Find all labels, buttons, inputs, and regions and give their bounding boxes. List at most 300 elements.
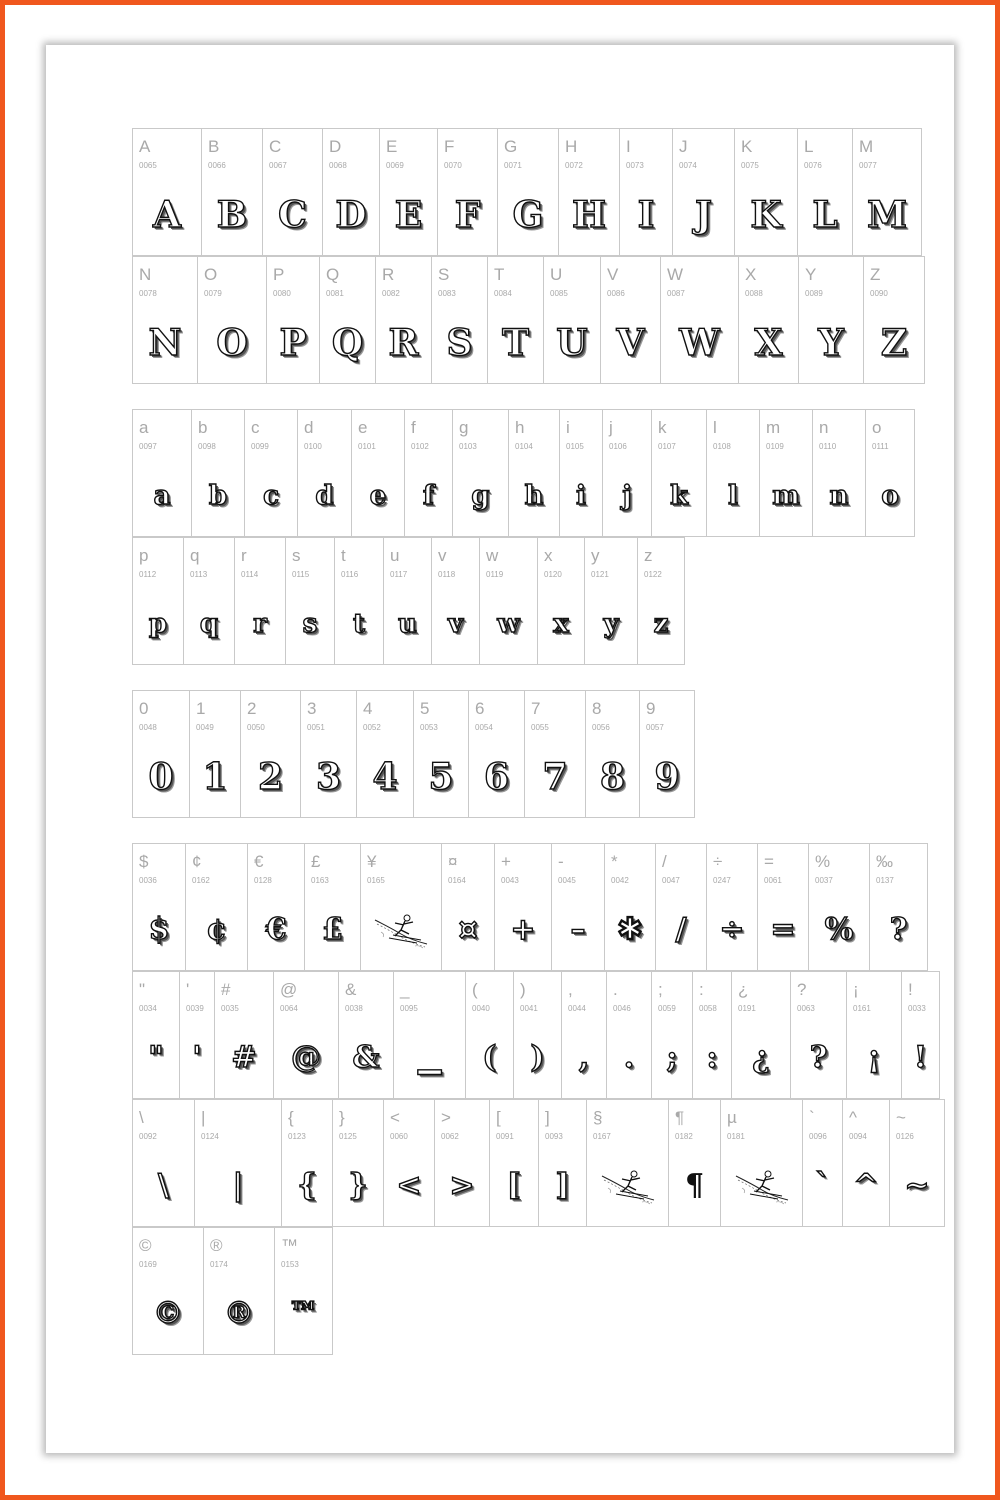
glyph-code: 0169 (139, 1260, 157, 1269)
glyph-code: 0167 (593, 1132, 611, 1141)
glyph-label: . (613, 980, 618, 999)
glyph-sample: ▁ (417, 1040, 442, 1075)
glyph-code: 0096 (809, 1132, 827, 1141)
glyph-code: 0050 (247, 723, 265, 732)
glyph-preview (133, 1288, 203, 1340)
glyph-code: 0087 (667, 289, 685, 298)
glyph-label: j (609, 418, 613, 437)
glyph-cell (808, 843, 870, 971)
glyph-label: + (501, 852, 511, 871)
glyph-label: ; (658, 980, 663, 999)
glyph-sample: d (315, 481, 334, 511)
glyph-code: 0174 (210, 1260, 228, 1269)
glyph-label: ‰ (876, 852, 893, 871)
glyph-cell (437, 128, 498, 256)
glyph-code: 0115 (292, 570, 310, 579)
glyph-preview (813, 470, 865, 522)
glyph-sample: ] (555, 1168, 570, 1203)
glyph-preview (195, 1160, 281, 1212)
glyph-label: s (292, 546, 301, 565)
glyph-preview (263, 189, 322, 241)
glyph-preview (902, 1032, 939, 1084)
glyph-code: 0109 (766, 442, 784, 451)
glyph-code: 0085 (550, 289, 568, 298)
glyph-preview (798, 189, 852, 241)
glyph-label: } (339, 1108, 345, 1127)
glyph-code: 0106 (609, 442, 627, 451)
glyph-label: q (190, 546, 200, 565)
glyph-cell (651, 971, 693, 1099)
glyph-code: 0046 (613, 1004, 631, 1013)
glyph-sample: m (772, 481, 800, 511)
glyph-code: 0037 (815, 876, 833, 885)
glyph-label: L (804, 137, 814, 156)
glyph-preview (380, 189, 437, 241)
glyph-code: 0047 (662, 876, 680, 885)
glyph-preview (190, 751, 240, 803)
glyph-sample: J (694, 194, 713, 236)
glyph-code: 0078 (139, 289, 157, 298)
glyph-sample: ~ (904, 1168, 930, 1203)
glyph-label: F (444, 137, 455, 156)
glyph-cell (604, 843, 656, 971)
glyph-label: Q (326, 265, 340, 284)
glyph-sample: & (352, 1040, 380, 1075)
glyph-preview (525, 751, 585, 803)
glyph-preview (282, 1160, 332, 1212)
glyph-cell (404, 409, 453, 537)
glyph-cell (273, 971, 339, 1099)
glyph-code: 0033 (908, 1004, 926, 1013)
glyph-cell (274, 1227, 333, 1355)
glyph-sample: ; (666, 1040, 678, 1075)
glyph-preview (652, 470, 706, 522)
glyph-code: 0081 (326, 289, 344, 298)
glyph-cell (304, 843, 361, 971)
glyph-code: 0247 (713, 876, 731, 885)
glyph-sample: 4 (372, 756, 398, 798)
glyph-sample: U (556, 322, 588, 364)
glyph-sample: " (148, 1040, 164, 1075)
symbols-row (132, 971, 939, 1099)
lowercase-row (132, 409, 914, 537)
glyph-label: 0 (139, 699, 149, 718)
glyph-cell (132, 409, 192, 537)
glyph-sample: I (637, 194, 655, 236)
glyph-cell (842, 1099, 890, 1227)
glyph-preview (870, 904, 927, 956)
glyph-code: 0117 (390, 570, 408, 579)
glyph-cell (203, 1227, 275, 1355)
glyph-label: t (341, 546, 346, 565)
glyph-code: 0108 (713, 442, 731, 451)
glyph-cell (497, 128, 559, 256)
glyph-label: U (550, 265, 563, 284)
glyph-code: 0034 (139, 1004, 157, 1013)
glyph-label: ` (809, 1108, 815, 1127)
glyph-sample: D (335, 194, 367, 236)
glyph-sample: x (553, 609, 569, 639)
glyph-preview (202, 189, 262, 241)
glyph-sample: i (576, 481, 586, 511)
glyph-cell (183, 537, 235, 665)
glyph-sample: € (265, 912, 287, 947)
glyph-label: O (204, 265, 218, 284)
glyph-sample: ¡ (867, 1040, 881, 1075)
glyph-code: 0056 (592, 723, 610, 732)
glyph-sample: @ (291, 1040, 321, 1075)
glyph-sample: c (263, 481, 279, 511)
glyph-sample: O (216, 322, 248, 364)
glyph-label: < (390, 1108, 400, 1127)
glyph-code: 0040 (472, 1004, 490, 1013)
glyph-sample: ¢ (206, 912, 227, 947)
glyph-label: f (411, 418, 416, 437)
glyph-sample: Q (331, 322, 364, 364)
glyph-label: ¤ (448, 852, 458, 871)
glyph-code: 0065 (139, 161, 157, 170)
glyph-label: 1 (196, 699, 206, 718)
glyph-preview (538, 598, 584, 650)
glyph-preview (352, 470, 404, 522)
glyph-code: 0181 (727, 1132, 745, 1141)
glyph-cell (194, 1099, 282, 1227)
glyph-label: € (254, 852, 264, 871)
glyph-cell (479, 537, 538, 665)
glyph-cell (132, 1099, 195, 1227)
glyph-label: / (662, 852, 667, 871)
glyph-label: R (382, 265, 395, 284)
glyph-sample: ) (530, 1040, 545, 1075)
glyph-cell (802, 1099, 843, 1227)
glyph-preview (843, 1160, 889, 1212)
glyph-label: 9 (646, 699, 656, 718)
glyph-cell (543, 256, 601, 384)
glyph-code: 0048 (139, 723, 157, 732)
glyph-preview (509, 470, 559, 522)
glyph-cell (734, 128, 798, 256)
glyph-label: M (859, 137, 874, 156)
glyph-sample: 7 (542, 756, 568, 798)
glyph-preview (133, 317, 197, 369)
glyph-label: N (139, 265, 152, 284)
glyph-cell (191, 409, 245, 537)
glyph-cell (360, 843, 442, 971)
glyph-cell (247, 843, 305, 971)
glyph-label: h (515, 418, 525, 437)
glyph-cell (434, 1099, 490, 1227)
glyph-code: 0058 (699, 1004, 717, 1013)
glyph-preview (248, 904, 304, 956)
glyph-preview (707, 904, 757, 956)
glyph-label: ] (545, 1108, 550, 1127)
glyph-label: G (504, 137, 518, 156)
glyph-sample: Y (818, 322, 844, 364)
glyph-code: 0161 (853, 1004, 871, 1013)
glyph-cell (214, 971, 274, 1099)
glyph-code: 0060 (390, 1132, 408, 1141)
glyph-preview (587, 1160, 668, 1212)
glyph-cell (869, 843, 928, 971)
glyph-label: = (764, 852, 774, 871)
glyph-label: l (713, 418, 717, 437)
glyph-cell (538, 1099, 587, 1227)
glyph-cell (651, 409, 707, 537)
glyph-label: m (766, 418, 781, 437)
glyph-sample: r (253, 609, 267, 639)
glyph-cell (332, 1099, 384, 1227)
glyph-code: 0191 (738, 1004, 756, 1013)
glyph-sample: l (728, 481, 738, 511)
glyph-cell (441, 843, 495, 971)
glyph-cell (201, 128, 263, 256)
glyph-preview (669, 1160, 720, 1212)
glyph-label: ¶ (675, 1108, 685, 1127)
glyph-preview (640, 751, 694, 803)
glyph-label: K (741, 137, 753, 156)
glyph-cell (356, 690, 414, 818)
glyph-preview (357, 751, 413, 803)
glyph-sample: M (867, 194, 907, 236)
glyph-label: X (745, 265, 757, 284)
glyph-cell (297, 409, 352, 537)
glyph-sample: ? (809, 1040, 828, 1075)
glyph-preview (245, 470, 297, 522)
glyph-sample: P (279, 322, 307, 364)
glyph-preview (656, 904, 706, 956)
glyph-code: 0101 (358, 442, 376, 451)
glyph-sample: 8 (599, 756, 626, 798)
glyph-code: 0044 (568, 1004, 586, 1013)
glyph-sample: : (706, 1040, 718, 1075)
glyph-cell (375, 256, 432, 384)
glyph-code: 0116 (341, 570, 359, 579)
glyph-label: & (345, 980, 357, 999)
glyph-preview (394, 1032, 465, 1084)
glyph-code: 0038 (345, 1004, 363, 1013)
glyph-sample: s (302, 609, 318, 639)
glyph-cell (494, 843, 552, 971)
glyph-preview (180, 1032, 214, 1084)
glyph-label: 3 (307, 699, 317, 718)
glyph-cell (132, 971, 180, 1099)
glyph-label: # (221, 980, 231, 999)
glyph-cell (189, 690, 241, 818)
glyph-label: u (390, 546, 400, 565)
glyph-code: 0041 (520, 1004, 538, 1013)
glyph-sample: 3 (315, 756, 342, 798)
glyph-label: $ (139, 852, 149, 871)
glyph-code: 0089 (805, 289, 823, 298)
glyph-label: " (139, 980, 146, 999)
glyph-sample: ✱ (617, 912, 643, 947)
glyph-code: 0069 (386, 161, 404, 170)
glyph-code: 0075 (741, 161, 759, 170)
glyph-cell (655, 843, 707, 971)
glyph-sample: N (148, 322, 182, 364)
glyph-label: J (679, 137, 688, 156)
glyph-sample: = (770, 912, 796, 947)
glyph-label: ' (186, 980, 190, 999)
glyph-cell (606, 971, 652, 1099)
glyph-preview (866, 470, 914, 522)
glyph-preview (607, 1032, 651, 1084)
lowercase-row (132, 537, 684, 665)
glyph-sample: H (571, 194, 606, 236)
glyph-code: 0057 (646, 723, 664, 732)
glyph-label: Y (805, 265, 817, 284)
glyph-label: S (438, 265, 450, 284)
glyph-label: © (139, 1236, 152, 1255)
glyph-label: % (815, 852, 831, 871)
glyph-preview (739, 317, 798, 369)
glyph-sample: $ (148, 912, 170, 947)
glyph-cell (639, 690, 695, 818)
glyph-sample: ' (192, 1040, 202, 1075)
glyph-code: 0182 (675, 1132, 693, 1141)
glyph-preview (791, 1032, 846, 1084)
glyph-sample: R (388, 322, 419, 364)
glyph-cell (132, 1227, 204, 1355)
glyph-cell (757, 843, 809, 971)
glyph-preview (552, 904, 604, 956)
glyph-code: 0084 (494, 289, 512, 298)
glyph-sample: ¤ (458, 912, 478, 947)
glyph-code: 0124 (201, 1132, 219, 1141)
glyph-cell (468, 690, 525, 818)
glyph-cell (379, 128, 438, 256)
glyph-label: g (459, 418, 469, 437)
glyph-cell (322, 128, 380, 256)
glyph-cell (285, 537, 335, 665)
glyph-cell (901, 971, 940, 1099)
glyph-preview (539, 1160, 586, 1212)
glyph-label: [ (496, 1108, 501, 1127)
glyph-preview (544, 317, 600, 369)
glyph-code: 0126 (896, 1132, 914, 1141)
glyph-sample: ¶ (684, 1168, 705, 1203)
glyph-sample: A (153, 194, 181, 236)
glyph-label: : (699, 980, 704, 999)
glyph-sample: # (231, 1040, 257, 1075)
glyph-sample: 5 (428, 756, 454, 798)
glyph-preview (133, 751, 189, 803)
glyph-label: ( (472, 980, 478, 999)
glyph-preview (405, 470, 452, 522)
glyph-label: , (568, 980, 573, 999)
glyph-cell (551, 843, 605, 971)
glyph-preview (184, 598, 234, 650)
glyph-label: µ (727, 1108, 737, 1127)
glyph-preview (453, 470, 508, 522)
glyph-sample: . (623, 1040, 635, 1075)
glyph-preview (384, 598, 431, 650)
glyph-code: 0068 (329, 161, 347, 170)
glyph-cell (561, 971, 607, 1099)
glyph-code: 0120 (544, 570, 562, 579)
glyph-label: B (208, 137, 220, 156)
glyph-sample: z (653, 609, 669, 639)
glyph-code: 0082 (382, 289, 400, 298)
glyph-code: 0165 (367, 876, 385, 885)
glyph-label: ® (210, 1236, 223, 1255)
glyph-code: 0055 (531, 723, 549, 732)
glyph-cell (790, 971, 847, 1099)
glyph-preview (432, 598, 479, 650)
glyph-cell (132, 843, 186, 971)
glyph-preview (498, 189, 558, 241)
glyph-sample: } (348, 1168, 368, 1203)
glyph-code: 0036 (139, 876, 157, 885)
glyph-label: P (273, 265, 285, 284)
glyph-sample: K (750, 194, 782, 236)
glyph-sample: k (669, 481, 688, 511)
glyph-sample: ÷ (719, 912, 745, 947)
glyph-code: 0067 (269, 161, 287, 170)
glyph-code: 0039 (186, 1004, 204, 1013)
glyph-sample: ( (482, 1040, 497, 1075)
glyph-preview (853, 189, 921, 241)
glyph-sample: t (352, 609, 365, 639)
glyph-sample: e (369, 481, 387, 511)
glyph-preview (333, 1160, 383, 1212)
glyph-preview (490, 1160, 538, 1212)
glyph-code: 0099 (251, 442, 269, 451)
glyph-preview (560, 470, 602, 522)
glyph-cell (738, 256, 799, 384)
glyph-code: 0123 (288, 1132, 306, 1141)
glyph-cell (889, 1099, 945, 1227)
glyph-label: 2 (247, 699, 257, 718)
glyph-code: 0104 (515, 442, 533, 451)
glyph-cell (524, 690, 586, 818)
glyph-sample: Z (880, 322, 908, 364)
glyph-cell (393, 971, 466, 1099)
uppercase-row (132, 128, 921, 256)
glyph-cell (668, 1099, 721, 1227)
glyph-label: ¿ (738, 980, 749, 999)
glyph-label: r (241, 546, 247, 565)
glyph-sample: q (199, 609, 219, 639)
glyph-label: _ (400, 980, 410, 999)
glyph-code: 0097 (139, 442, 157, 451)
glyph-label: * (611, 852, 618, 871)
glyph-sample: C (278, 194, 307, 236)
glyph-cell (489, 1099, 539, 1227)
glyph-cell (586, 1099, 669, 1227)
glyph-preview (335, 598, 383, 650)
glyph-preview (198, 317, 266, 369)
glyph-preview (847, 1032, 901, 1084)
glyph-cell (413, 690, 469, 818)
glyph-code: 0119 (486, 570, 504, 579)
glyph-code: 0088 (745, 289, 763, 298)
symbols-row (132, 1227, 332, 1355)
glyph-preview (339, 1032, 393, 1084)
glyph-code: 0112 (139, 570, 157, 579)
glyph-preview (320, 317, 375, 369)
glyph-sample: y (603, 609, 619, 639)
uppercase-row (132, 256, 924, 384)
glyph-cell (234, 537, 286, 665)
glyph-label: i (566, 418, 570, 437)
glyph-cell (863, 256, 925, 384)
skier-illustration-icon (371, 910, 431, 950)
glyph-code: 0076 (804, 161, 822, 170)
glyph-sample: 9 (654, 756, 680, 798)
glyph-sample: ! (913, 1040, 928, 1075)
glyph-label: ? (797, 980, 807, 999)
